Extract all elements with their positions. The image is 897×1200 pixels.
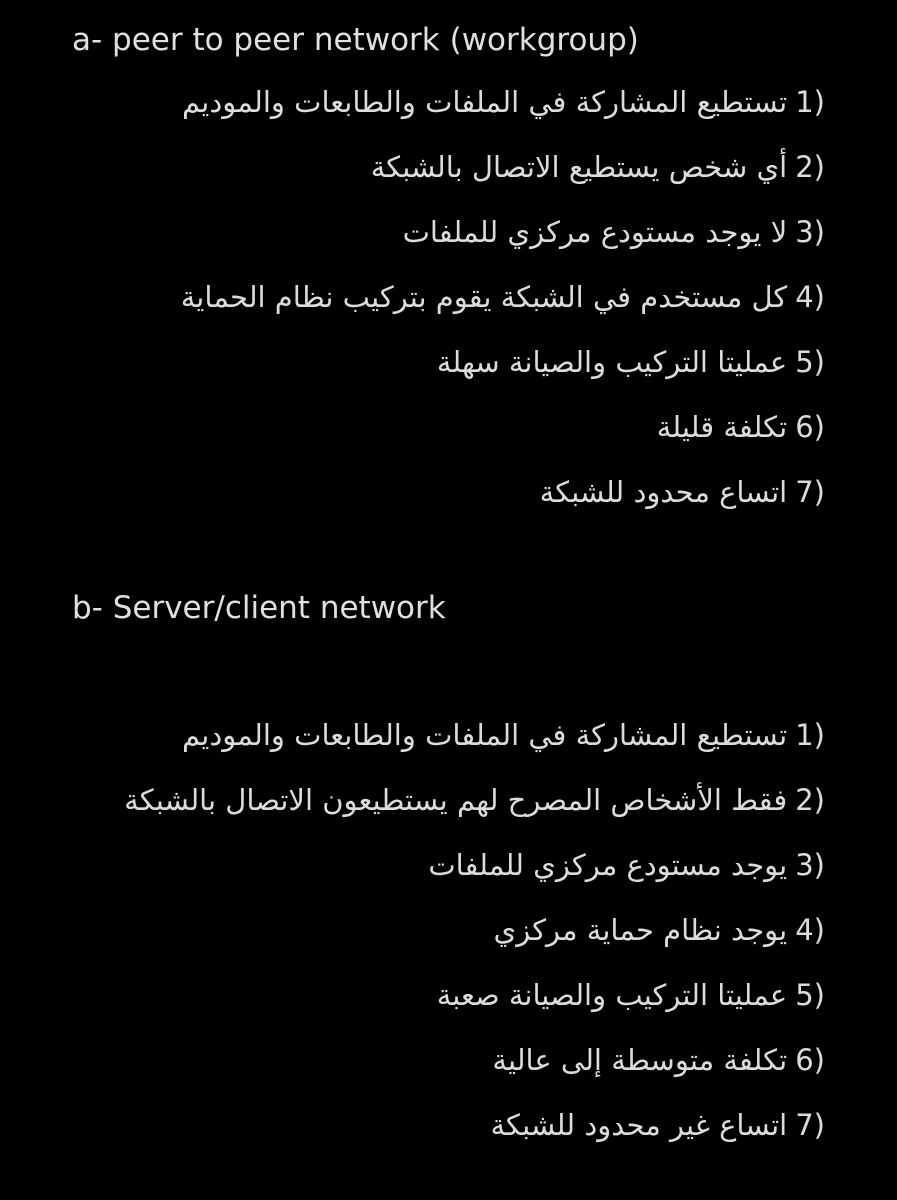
list-item bbox=[40, 1105, 825, 1170]
item-number: 3) bbox=[795, 215, 825, 249]
item-text: يوجد مستودع مركزي للملفات bbox=[428, 848, 788, 882]
list-item bbox=[40, 1040, 825, 1105]
item-text: اتساع غير محدود للشبكة bbox=[490, 1108, 788, 1142]
list-item bbox=[40, 715, 825, 780]
item-number: 3) bbox=[795, 848, 825, 882]
list-item bbox=[40, 780, 825, 845]
item-number: 5) bbox=[795, 345, 825, 379]
list-item bbox=[40, 342, 825, 407]
list-item bbox=[40, 845, 825, 910]
section-a-heading: a- peer to peer network (workgroup) bbox=[72, 22, 639, 58]
item-text: تستطيع المشاركة في الملفات والطابعات والموديم bbox=[182, 718, 788, 752]
item-number: 1) bbox=[795, 85, 825, 119]
item-number: 6) bbox=[795, 410, 825, 444]
item-number: 4) bbox=[795, 913, 825, 947]
section-b-list bbox=[40, 715, 825, 1170]
section-a-list bbox=[40, 82, 825, 537]
item-number: 2) bbox=[795, 783, 825, 817]
list-item bbox=[40, 212, 825, 277]
item-text: لا يوجد مستودع مركزي للملفات bbox=[402, 215, 788, 249]
item-text: تكلفة قليلة bbox=[656, 410, 788, 444]
item-number: 7) bbox=[795, 1108, 825, 1142]
list-item bbox=[40, 407, 825, 472]
item-number: 5) bbox=[795, 978, 825, 1012]
list-item bbox=[40, 910, 825, 975]
item-text: يوجد نظام حماية مركزي bbox=[493, 913, 788, 947]
item-number: 1) bbox=[795, 718, 825, 752]
list-item bbox=[40, 277, 825, 342]
item-text: كل مستخدم في الشبكة يقوم بتركيب نظام الحماية bbox=[180, 280, 788, 314]
item-number: 6) bbox=[795, 1043, 825, 1077]
item-text: عمليتا التركيب والصيانة صعبة bbox=[436, 978, 788, 1012]
section-b-heading: b- Server/client network bbox=[72, 590, 446, 626]
list-item bbox=[40, 82, 825, 147]
item-text: عمليتا التركيب والصيانة سهلة bbox=[436, 345, 788, 379]
item-text: فقط الأشخاص المصرح لهم يستطيعون الاتصال بالشبكة bbox=[124, 783, 788, 817]
list-item bbox=[40, 147, 825, 212]
item-number: 2) bbox=[795, 150, 825, 184]
item-text: تستطيع المشاركة في الملفات والطابعات والموديم bbox=[182, 85, 788, 119]
list-item bbox=[40, 975, 825, 1040]
item-number: 7) bbox=[795, 475, 825, 509]
item-number: 4) bbox=[795, 280, 825, 314]
list-item bbox=[40, 472, 825, 537]
item-text: أي شخص يستطيع الاتصال بالشبكة bbox=[370, 150, 788, 184]
item-text: اتساع محدود للشبكة bbox=[539, 475, 788, 509]
item-text: تكلفة متوسطة إلى عالية bbox=[492, 1043, 788, 1077]
